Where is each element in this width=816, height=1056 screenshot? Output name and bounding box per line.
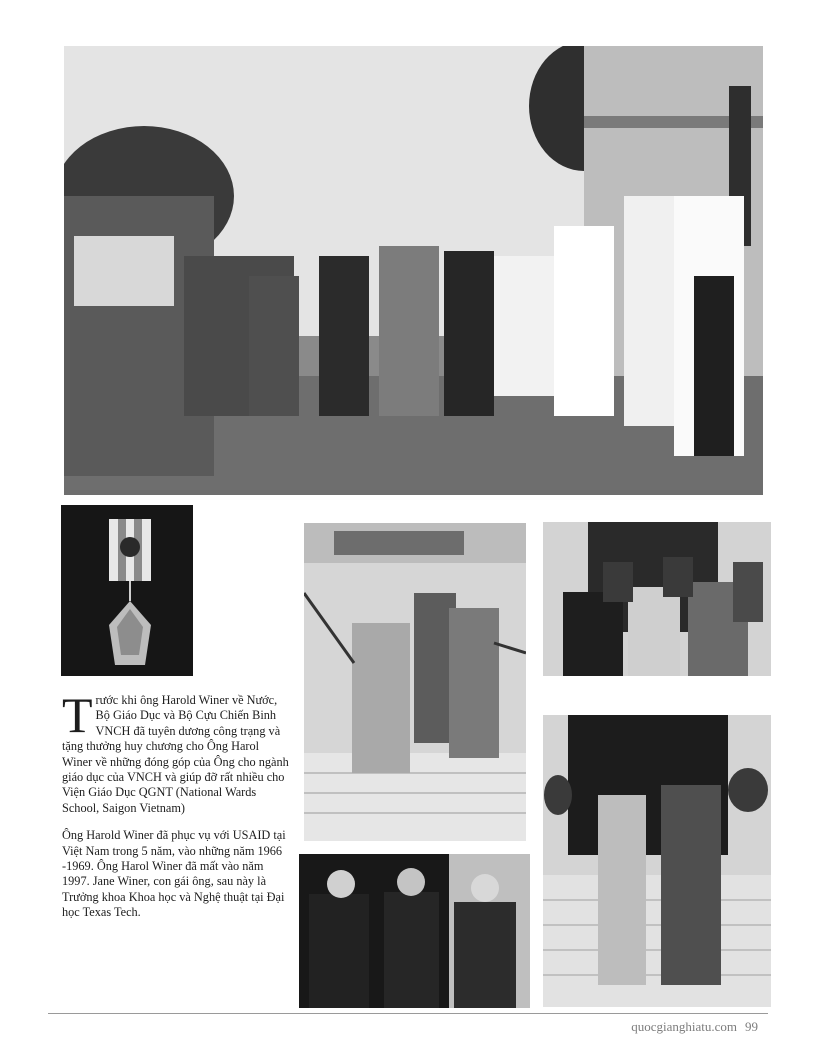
photo-stairs-group xyxy=(304,523,526,841)
footer-divider xyxy=(48,1013,768,1014)
caption-paragraph-1 xyxy=(62,687,290,816)
photo-three-men xyxy=(299,854,530,1008)
drop-cap: T xyxy=(62,687,93,743)
photo-doorway-group xyxy=(543,522,771,676)
page-footer xyxy=(623,1019,758,1035)
page-number: 99 xyxy=(745,1019,758,1034)
caption-paragraph-1-body: rước khi ông Harold Winer về Nước, Bộ Giáo Dục và Bộ Cựu Chiến Binh VNCH đã tuyên dương công trạng và tặng thưởng huy chương cho Ông Harol Winer về những đóng góp của Ông cho ngành giáo dục của VNCH và giúp đỡ rất nhiều cho Viện Giáo Dục QGNT (National Wards School, Saigon Vietnam) xyxy=(62,693,289,815)
photo-handshake xyxy=(543,715,771,1007)
footer-site: quocgianghiatu.com xyxy=(631,1019,737,1034)
caption-paragraph-2: Ông Harold Winer đã phục vụ với USAID tại Việt Nam trong 5 năm, vào những năm 1966 -1969. Ông Harol Winer đã mất vào năm 1997. Jane Winer, con gái ông, sau này là Trưởng khoa Khoa học và Nghệ thuật tại Đại học Texas Tech. xyxy=(62,828,286,920)
photo-salute-welcome xyxy=(64,46,763,495)
photo-medal xyxy=(61,505,193,676)
caption-text xyxy=(62,687,290,933)
